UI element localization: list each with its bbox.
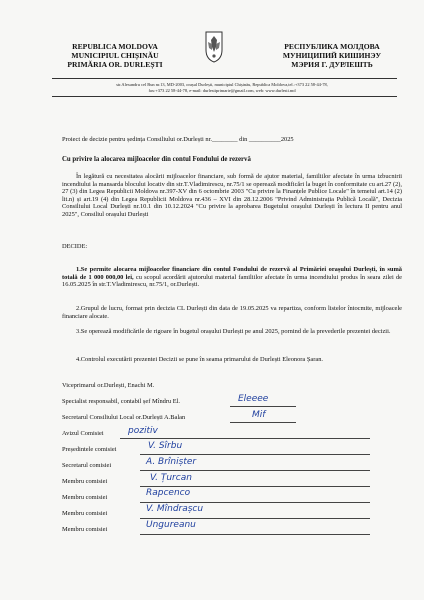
address-block	[52, 82, 392, 94]
header-left	[40, 42, 190, 70]
signature-line	[120, 438, 370, 439]
signature-line	[140, 534, 370, 535]
handwritten-signature: pozitiv	[128, 426, 158, 436]
header-left-municipality: MUNICIPIUL CHIȘINĂU	[71, 51, 159, 61]
signature-line	[140, 470, 370, 471]
handwritten-signature: Eleeee	[238, 394, 269, 404]
signature-label: Secretarul comisiei	[62, 462, 112, 469]
header-right-municipality: МУНИЦИПИЙ КИШИНЭУ	[282, 51, 382, 61]
signature-label: Președintele comisiei	[62, 446, 117, 453]
signature-label: Membru comisiei	[62, 478, 108, 485]
header-right-institution: МЭРИЯ Г. ДУРЛЕШТЬ	[291, 60, 373, 70]
signature-line	[140, 454, 370, 455]
header-right-country: РЕСПУБЛИКА МОЛДОВА	[284, 42, 380, 51]
address-line-1: str.Alexandru cel Bun nr.13, MD-2003, orașul Durlești, municipiul Chișinău, Republica Moldova,tel.:+373 22 58-44-78,	[116, 82, 328, 87]
signature-line	[140, 486, 370, 487]
header-right	[262, 42, 402, 70]
address-divider	[52, 96, 397, 97]
decision-item-3: 3.Se operează modificările de rigoare în bugetul orașului Durlești pe anul 2025, pornind de la prevederile prezentei decizii.	[76, 328, 391, 335]
handwritten-signature: Ungureanu	[146, 520, 196, 530]
item-1-rest: cu scopul acordării ajutorului material familiilor afectate în urma incendiului produs în seara zilei de 16.05.2025 în str.T.Vladimirescu, nr.75/1, or.Durlești.	[62, 273, 403, 289]
handwritten-signature: A. Brînișter	[146, 457, 197, 467]
signature-label: Viceprimarul or.Durlești, Enachi M.	[62, 382, 155, 389]
signature-label: Specialist responsabil, contabil șef Mîndru El.	[62, 398, 181, 405]
handwritten-signature: Rapcenco	[146, 488, 191, 498]
signature-line	[230, 422, 296, 423]
header-left-country: REPUBLICA MOLDOVA	[72, 42, 158, 51]
handwritten-signature: Mif	[252, 410, 266, 420]
decision-item-4: 4.Controlul executării prezentei Decizii se pune în seama primarului de Durlești Eleonora Șaran.	[76, 356, 324, 363]
header-divider	[52, 78, 397, 79]
signature-label: Membru comisiei	[62, 526, 108, 533]
item-1-bold: 1.Se permite alocarea mijloacelor financiare din contul Fondului de rezervă al Primăriei orașului Durlești, în sumă totală de 1 000 000,00 lei,	[62, 266, 402, 281]
signature-label: Avizul Comisiei	[62, 430, 104, 437]
handwritten-signature: V. Sîrbu	[148, 441, 183, 451]
address-line-2: fax:+373 22 58-44-78, e-mail: durlestiprimarie@gmail.com, web: www.durlesti.md	[148, 88, 296, 93]
signature-label: Membru comisiei	[62, 494, 108, 501]
project-line: Proiect de decizie pentru ședința Consiliului or.Durlești nr.________ din __________2025	[62, 136, 294, 143]
signature-label: Membru comisiei	[62, 510, 108, 517]
decision-title: Cu privire la alocarea mijloacelor din contul Fondului de rezervă	[62, 156, 251, 163]
intro-paragraph: În legătură cu necesitatea alocării mijloacelor financiare, sub formă de ajutor material, familiilor afectate în urma izbucnirii incendiului la mansarda blocului locativ din str.T.Vladimirescu, nr.75/1 se operează modificări la buget în conformitate cu art.27 (2), 27 (3) din Legea Republicii Moldova nr.397-XV din 6 octombrie 2003 "Cu privire la Finanțele Publice Locale" în temeiul art.14 (2) lit.n) și art.19 (4) din Legea Republicii Moldova nr.436 – XVI din 28.12.2006 "Privind Administrația Publică Locală", Decizia Consiliului Local Durlești nr.10.1 din 10.12.2024 "Cu privire la aprobarea Bugetului orașului Durlești în lectura II pentru anul 2025", Consiliul orașului Durlești	[62, 173, 402, 218]
decision-item-1	[62, 266, 402, 289]
header-left-institution: PRIMĂRIA OR. DURLEȘTI	[67, 60, 163, 70]
handwritten-signature: V. Țurcan	[150, 473, 192, 483]
signature-label: Secretarul Consiliului Local or.Durlești A.Balan	[62, 414, 186, 421]
coat-of-arms-icon	[203, 30, 225, 64]
decision-item-2: 2.Grupul de lucru, format prin decizia CL Durlești din data de 19.05.2025 va repartiza, conform listelor întocmite, mijloacele financiare alocate.	[62, 305, 402, 320]
signature-line	[140, 518, 370, 519]
signature-line	[140, 502, 370, 503]
signature-line	[230, 406, 296, 407]
decide-label: DECIDE:	[62, 243, 88, 250]
handwritten-signature: V. Mîndrașcu	[146, 504, 204, 514]
